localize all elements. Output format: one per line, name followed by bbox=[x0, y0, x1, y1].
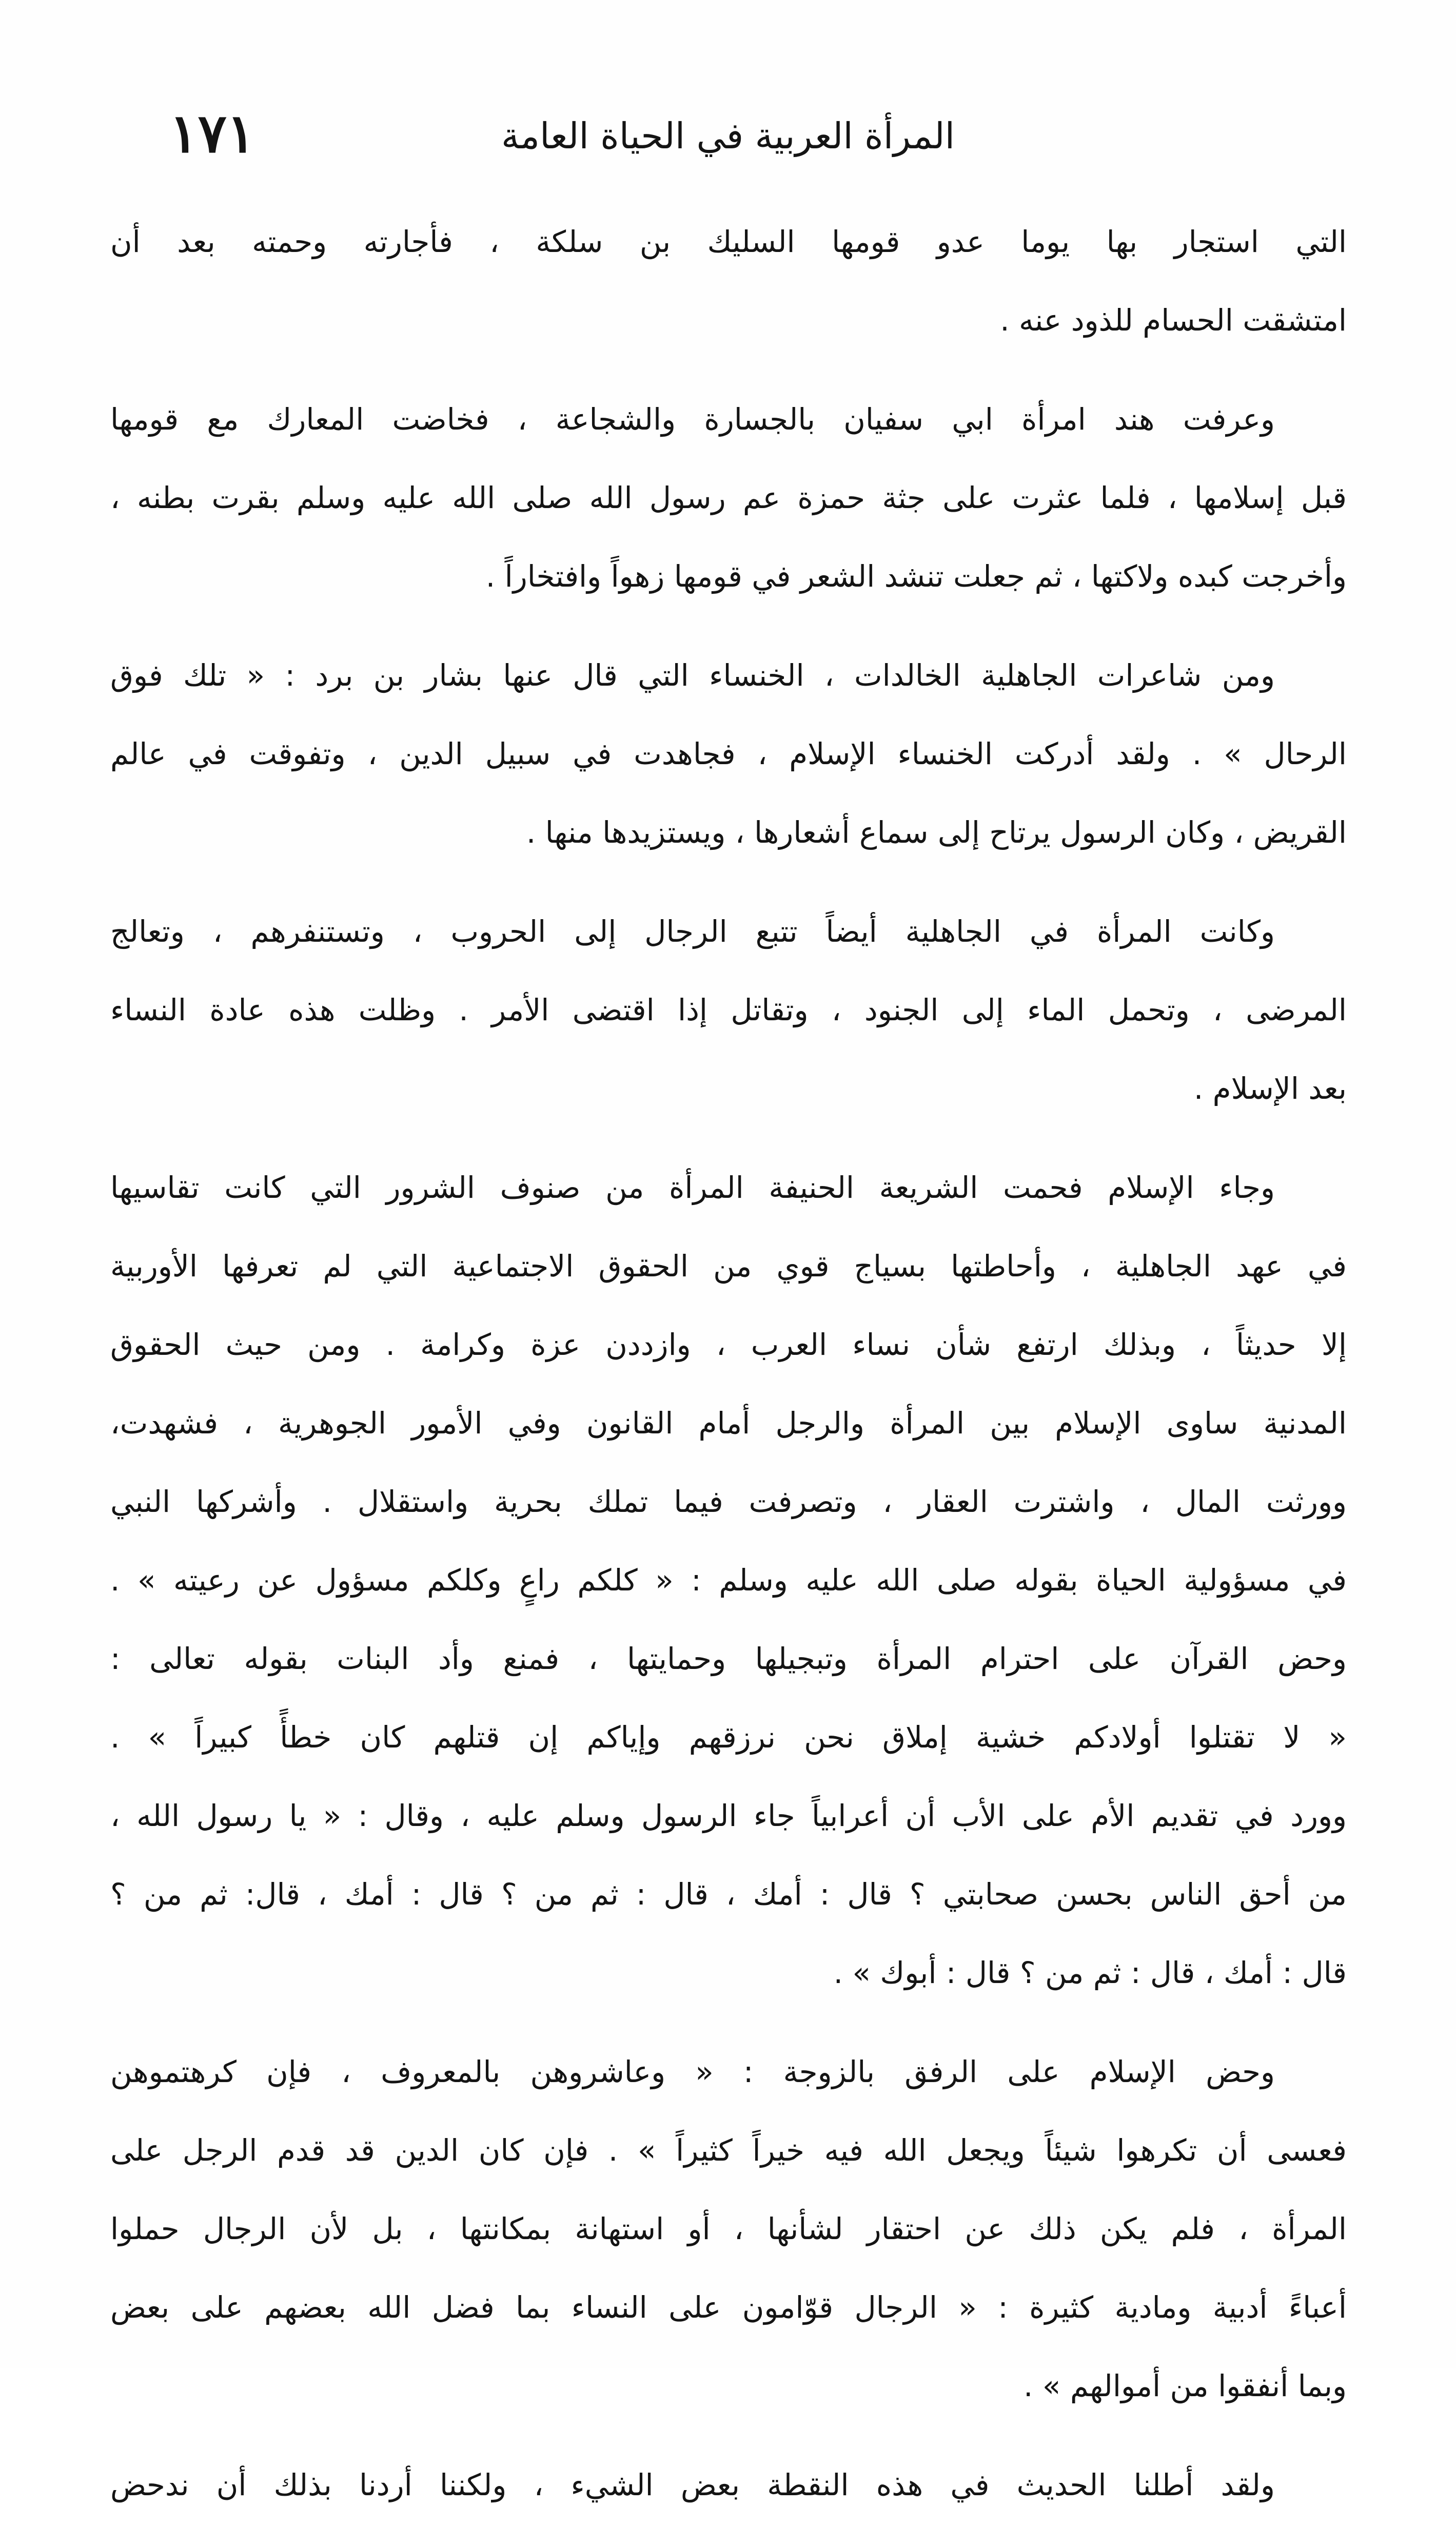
paragraph-5 bbox=[110, 1149, 1347, 2012]
text-line: القريض ، وكان الرسول يرتاح إلى سماع أشعارها ، ويستزيدها منها . bbox=[526, 815, 1347, 850]
text-line: وعرفت هند امرأة ابي سفيان بالجسارة والشجاعة ، فخاضت المعارك مع قومها bbox=[110, 402, 1275, 437]
text-line: ومن شاعرات الجاهلية الخالدات ، الخنساء التي قال عنها بشار بن برد : « تلك فوق bbox=[110, 658, 1275, 693]
paragraph-3 bbox=[110, 636, 1347, 872]
text-line: قال : أمك ، قال : ثم من ؟ قال : أبوك » . bbox=[833, 1955, 1347, 1990]
text-line: وكانت المرأة في الجاهلية أيضاً تتبع الرجال إلى الحروب ، وتستنفرهم ، وتعالج bbox=[110, 914, 1275, 949]
text-line: قبل إسلامها ، فلما عثرت على جثة حمزة عم رسول الله صلى الله عليه وسلم بقرت بطنه ، bbox=[110, 480, 1347, 515]
text-line: إلا حديثاً ، وبذلك ارتفع شأن نساء العرب ، وازددن عزة وكرامة . ومن حيث الحقوق bbox=[110, 1327, 1347, 1362]
text-line: في مسؤولية الحياة بقوله صلى الله عليه وسلم : « كلكم راعٍ وكلكم مسؤول عن رعيته » . bbox=[110, 1563, 1347, 1598]
text-line: فعسى أن تكرهوا شيئاً ويجعل الله فيه خيراً كثيراً » . فإن كان الدين قد قدم الرجل على bbox=[110, 2133, 1347, 2168]
paragraph-4 bbox=[110, 892, 1347, 1128]
text-line: وجاء الإسلام فحمت الشريعة الحنيفة المرأة من صنوف الشرور التي كانت تقاسيها bbox=[110, 1170, 1275, 1205]
text-line: الرحال » . ولقد أدركت الخنساء الإسلام ، فجاهدت في سبيل الدين ، وتفوقت في عالم bbox=[110, 736, 1347, 771]
text-line: المدنية ساوى الإسلام بين المرأة والرجل أمام القانون وفي الأمور الجوهرية ، فشهدت، bbox=[110, 1406, 1347, 1441]
paragraph-1 bbox=[110, 203, 1347, 360]
text-line: « لا تقتلوا أولادكم خشية إملاق نحن نرزقهم وإياكم إن قتلهم كان خطأً كبيراً » . bbox=[110, 1720, 1347, 1755]
running-header bbox=[169, 103, 1287, 169]
paragraph-2 bbox=[110, 380, 1347, 616]
text-line: وحض القرآن على احترام المرأة وتبجيلها وحمايتها ، فمنع وأد البنات بقوله تعالى : bbox=[110, 1641, 1347, 1676]
text-line: التي استجار بها يوما عدو قومها السليك بن سلكة ، فأجارته وحمته بعد أن bbox=[110, 224, 1347, 259]
running-header-title: المرأة العربية في الحياة العامة bbox=[501, 115, 955, 157]
text-line: من أحق الناس بحسن صحابتي ؟ قال : أمك ، قال : ثم من ؟ قال : أمك ، قال: ثم من ؟ bbox=[110, 1877, 1347, 1912]
text-line: في عهد الجاهلية ، وأحاطتها بسياج قوي من الحقوق الاجتماعية التي لم تعرفها الأوربية bbox=[110, 1249, 1347, 1284]
paragraph-6 bbox=[110, 2033, 1347, 2425]
text-line: ولقد أطلنا الحديث في هذه النقطة بعض الشيء ، ولكننا أردنا بذلك أن ندحض bbox=[110, 2468, 1275, 2502]
text-line: امتشقت الحسام للذود عنه . bbox=[1000, 303, 1347, 338]
text-line: وبما أنفقوا من أموالهم » . bbox=[1024, 2368, 1347, 2403]
page-number: ١٧١ bbox=[169, 102, 255, 165]
text-line: وورثت المال ، واشترت العقار ، وتصرفت فيما تملك بحرية واستقلال . وأشركها النبي bbox=[110, 1484, 1347, 1519]
text-line: أعباءً أدبية ومادية كثيرة : « الرجال قوّامون على النساء بما فضل الله بعضهم على بعض bbox=[110, 2290, 1347, 2325]
text-line: وحض الإسلام على الرفق بالزوجة : « وعاشروهن بالمعروف ، فإن كرهتموهن bbox=[110, 2054, 1275, 2089]
paragraph-7 bbox=[110, 2446, 1347, 2524]
text-line: بعد الإسلام . bbox=[1193, 1071, 1347, 1106]
text-line: المرضى ، وتحمل الماء إلى الجنود ، وتقاتل إذا اقتضى الأمر . وظلت هذه عادة النساء bbox=[110, 993, 1347, 1027]
text-line: المرأة ، فلم يكن ذلك عن احتقار لشأنها ، أو استهانة بمكانتها ، بل لأن الرجال حملوا bbox=[110, 2211, 1347, 2246]
text-line: وأخرجت كبده ولاكتها ، ثم جعلت تنشد الشعر في قومها زهواً وافتخاراً . bbox=[485, 559, 1347, 594]
body-text bbox=[110, 203, 1347, 2545]
text-line: وورد في تقديم الأم على الأب أن أعرابياً جاء الرسول وسلم عليه ، وقال : « يا رسول الله ، bbox=[110, 1798, 1347, 1833]
